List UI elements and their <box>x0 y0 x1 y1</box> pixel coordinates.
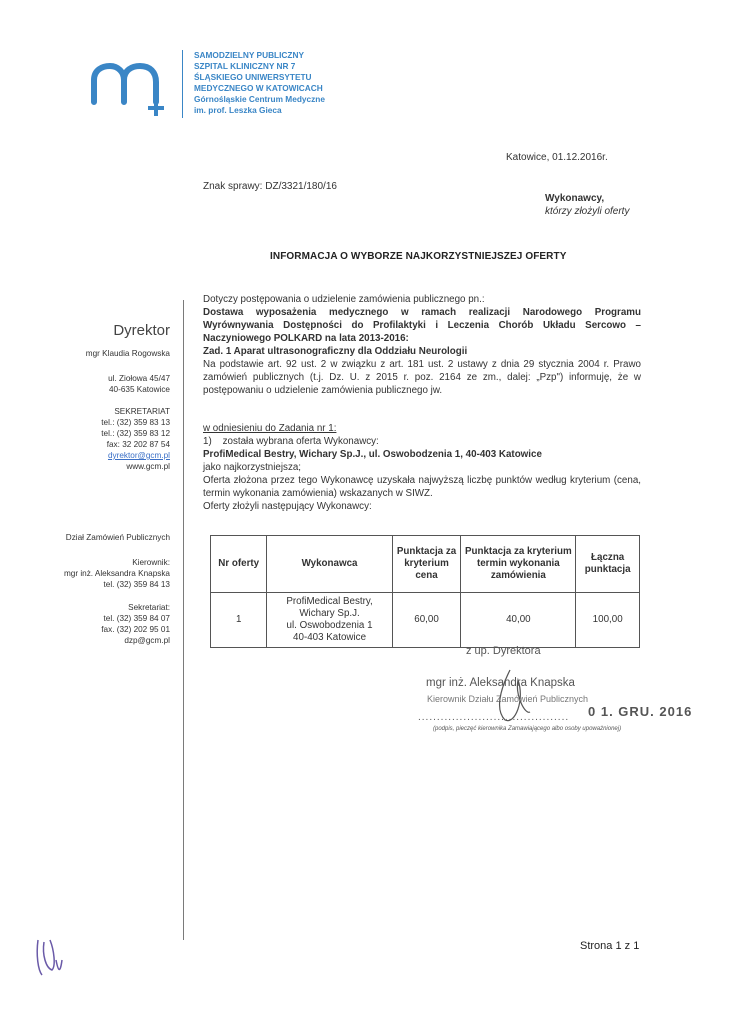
letter-body-intro: Dotyczy postępowania o udzielenie zamówienia publicznego pn.: Dostawa wyposażenia medycznego w ramach realizacji Narodowego Programu Wyrównywania Dostępności do Profilaktyki i Leczenia Chorób Układu Sercowo – Naczyniowego POLKARD na lata 2013-2016: Zad. 1 Aparat ultrasonograficzny dla Oddziału Neurologii Na podstawie art. 92 ust. 2 w związku z art. 181 ust. 2 ustawy z dnia 29 stycznia 2004 r. Prawo zamówień publicznych (t.j. Dz. U. z 2015 r. poz. 2164 ze zm., dalej: „Pzp") informuję, że w postępowaniu o udzielenie zamówienia publicznego jw. <box>203 294 641 396</box>
table-row: 1 ProfiMedical Bestry, Wichary Sp.J. ul. Oswobodzenia 1 40-403 Katowice 60,00 40,00 100,00 <box>211 593 640 648</box>
handwritten-signature <box>470 660 550 730</box>
procurement-email-link[interactable]: dzp@gcm.pl <box>124 636 170 645</box>
signature-line: ........................................ <box>418 712 570 723</box>
hospital-logo <box>88 62 168 118</box>
sidebar-divider <box>183 300 184 940</box>
signatory-name: mgr inż. Aleksandra Knapska <box>426 677 575 689</box>
page-number: Strona 1 z 1 <box>580 940 640 952</box>
stamp-date: 0 1. GRU. 2016 <box>588 704 693 719</box>
on-behalf-label: z up. Dyrektora <box>466 645 541 657</box>
website-link[interactable]: www.gcm.pl <box>126 462 170 471</box>
signature-caption: (podpis, pieczęć kierownika Zamawiającego albo osoby upoważnionej) <box>433 726 622 732</box>
sidebar-director: Dyrektor mgr Klaudia Rogowska ul. Ziołowa 45/47 40-635 Katowice SEKRETARIAT tel.: (32) 359 83 13 tel.: (32) 359 83 12 fax: 32 202 87 54 dyrektor@gcm.pl www.gcm.pl <box>85 322 170 471</box>
header-divider <box>182 50 183 118</box>
page-title: INFORMACJA O WYBORZE NAJKORZYSTNIEJSZEJ OFERTY <box>270 251 567 262</box>
offers-table <box>210 535 640 648</box>
letter-date: Katowice, 01.12.2016r. <box>506 152 608 163</box>
initials-mark <box>30 930 70 980</box>
case-number: Znak sprawy: DZ/3321/180/16 <box>203 181 337 192</box>
director-email-link[interactable]: dyrektor@gcm.pl <box>107 451 170 460</box>
table-header-row: Nr oferty Wykonawca Punktacja za kryterium cena Punktacja za kryterium termin wykonania zamówienia Łączna punktacja <box>211 536 640 593</box>
sidebar-procurement: Dział Zamówień Publicznych Kierownik: mgr inż. Aleksandra Knapska tel. (32) 359 84 13 Sekretariat: tel. (32) 359 84 07 fax. (32) 202 95 01 dzp@gcm.pl <box>63 533 170 645</box>
letter-body-decision: w odniesieniu do Zadania nr 1: 1) została wybrana oferta Wykonawcy: ProfiMedical Bestry, Wichary Sp.J., ul. Oswobodzenia 1, 40-403 Katowice jako najkorzystniejsza; Oferta złożona przez tego Wykonawcę uzyskała najwyższą liczbę punktów według kryterium (cena, termin wykonania zamówienia) wskazanych w SIWZ. Oferty złożyli następujący Wykonawcy: <box>203 423 641 512</box>
sidebar-title: Dyrektor <box>113 322 170 339</box>
signatory-role: Kierownik Działu Zamówień Publicznych <box>427 694 589 704</box>
hospital-name: SAMODZIELNY PUBLICZNY SZPITAL KLINICZNY NR 7 ŚLĄSKIEGO UNIWERSYTETU MEDYCZNEGO W KATOWICACH Górnośląskie Centrum Medyczne im. prof. Leszka Gieca <box>194 50 325 115</box>
recipient: Wykonawcy, którzy złożyli oferty <box>545 193 630 217</box>
